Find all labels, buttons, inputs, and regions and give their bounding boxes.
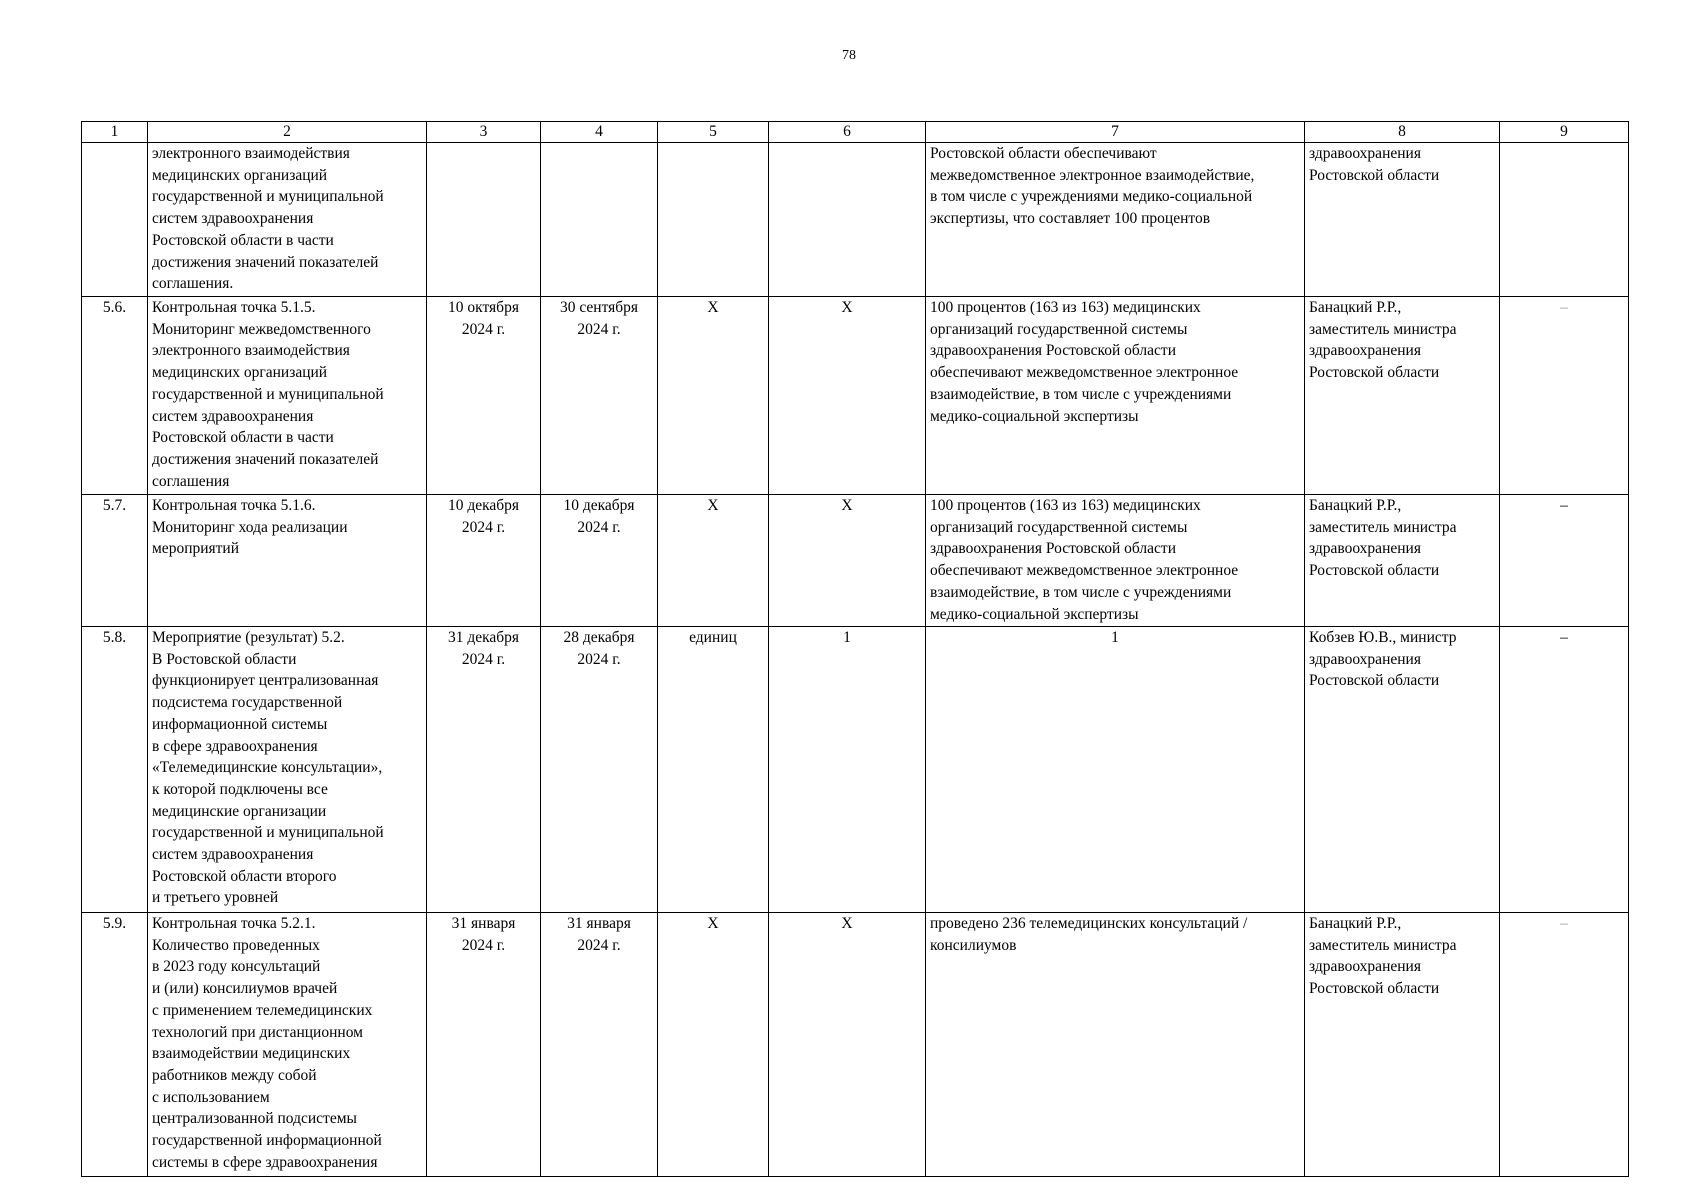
- row-number: 5.9.: [82, 913, 148, 1177]
- row-date-fact: 31 января 2024 г.: [541, 913, 658, 1177]
- row-name: Мероприятие (результат) 5.2. В Ростовской области функционирует централизованная подсистема государственной информационной системы в сфере здравоохранения «Телемедицинские консультации», к которой подключены все медицинские организации государственной и муниципальной систем здравоохранения Ростовской области второго и третьего уровней: [148, 627, 427, 913]
- header-col-5: 5: [658, 122, 769, 143]
- header-col-7: 7: [926, 122, 1305, 143]
- row-unit: единиц: [658, 627, 769, 913]
- row-date-plan: 31 января 2024 г.: [427, 913, 541, 1177]
- row-date-fact: [541, 143, 658, 297]
- row-note: [1500, 143, 1629, 297]
- row-unit: [658, 143, 769, 297]
- row-note: –: [1500, 627, 1629, 913]
- header-col-4: 4: [541, 122, 658, 143]
- row-date-fact: 10 декабря 2024 г.: [541, 495, 658, 627]
- row-responsible: Банацкий Р.Р., заместитель министра здравоохранения Ростовской области: [1305, 913, 1500, 1177]
- row-name: электронного взаимодействия медицинских организаций государственной и муниципальной систем здравоохранения Ростовской области в части достижения значений показателей соглашения.: [148, 143, 427, 297]
- row-result: Ростовской области обеспечивают межведомственное электронное взаимодействие, в том числе с учреждениями медико-социальной экспертизы, что составляет 100 процентов: [926, 143, 1305, 297]
- table-row: [82, 143, 1629, 297]
- row-result: 100 процентов (163 из 163) медицинских организаций государственной системы здравоохранения Ростовской области обеспечивают межведомственное электронное взаимодействие, в том числе с учреждениями медико-социальной экспертизы: [926, 297, 1305, 495]
- header-col-6: 6: [769, 122, 926, 143]
- row-responsible: здравоохранения Ростовской области: [1305, 143, 1500, 297]
- row-date-fact: 30 сентября 2024 г.: [541, 297, 658, 495]
- row-value: Х: [769, 913, 926, 1177]
- row-date-plan: 10 октября 2024 г.: [427, 297, 541, 495]
- row-result: проведено 236 телемедицинских консультаций / консилиумов: [926, 913, 1305, 1177]
- table-row: [82, 297, 1629, 495]
- row-name: Контрольная точка 5.1.6. Мониторинг хода реализации мероприятий: [148, 495, 427, 627]
- row-number: 5.7.: [82, 495, 148, 627]
- row-number: 5.8.: [82, 627, 148, 913]
- row-value: Х: [769, 495, 926, 627]
- header-col-1: 1: [82, 122, 148, 143]
- row-value: 1: [769, 627, 926, 913]
- header-col-2: 2: [148, 122, 427, 143]
- row-note: –: [1500, 495, 1629, 627]
- row-date-plan: 31 декабря 2024 г.: [427, 627, 541, 913]
- row-unit: Х: [658, 495, 769, 627]
- row-result: 1: [926, 627, 1305, 913]
- row-unit: Х: [658, 297, 769, 495]
- row-date-plan: [427, 143, 541, 297]
- plan-table: [81, 121, 1629, 1177]
- row-name: Контрольная точка 5.2.1. Количество проведенных в 2023 году консультаций и (или) консилиумов врачей с применением телемедицинских технологий при дистанционном взаимодействии медицинских работников между собой с использованием централизованной подсистемы государственной информационной системы в сфере здравоохранения: [148, 913, 427, 1177]
- header-row: [82, 122, 1629, 143]
- row-responsible: Банацкий Р.Р., заместитель министра здравоохранения Ростовской области: [1305, 495, 1500, 627]
- page-number: 78: [842, 48, 856, 63]
- row-name: Контрольная точка 5.1.5. Мониторинг межведомственного электронного взаимодействия медицинских организаций государственной и муниципальной систем здравоохранения Ростовской области в части достижения значений показателей соглашения: [148, 297, 427, 495]
- table-row: [82, 913, 1629, 1177]
- header-col-3: 3: [427, 122, 541, 143]
- row-value: [769, 143, 926, 297]
- row-number: [82, 143, 148, 297]
- table-row: [82, 495, 1629, 627]
- row-responsible: Банацкий Р.Р., заместитель министра здравоохранения Ростовской области: [1305, 297, 1500, 495]
- header-col-9: 9: [1500, 122, 1629, 143]
- row-note: –: [1500, 913, 1629, 1177]
- table-row: [82, 627, 1629, 913]
- row-unit: Х: [658, 913, 769, 1177]
- row-date-fact: 28 декабря 2024 г.: [541, 627, 658, 913]
- row-responsible: Кобзев Ю.В., министр здравоохранения Ростовской области: [1305, 627, 1500, 913]
- row-number: 5.6.: [82, 297, 148, 495]
- header-col-8: 8: [1305, 122, 1500, 143]
- row-result: 100 процентов (163 из 163) медицинских организаций государственной системы здравоохранения Ростовской области обеспечивают межведомственное электронное взаимодействие, в том числе с учреждениями медико-социальной экспертизы: [926, 495, 1305, 627]
- row-value: Х: [769, 297, 926, 495]
- row-date-plan: 10 декабря 2024 г.: [427, 495, 541, 627]
- row-note: –: [1500, 297, 1629, 495]
